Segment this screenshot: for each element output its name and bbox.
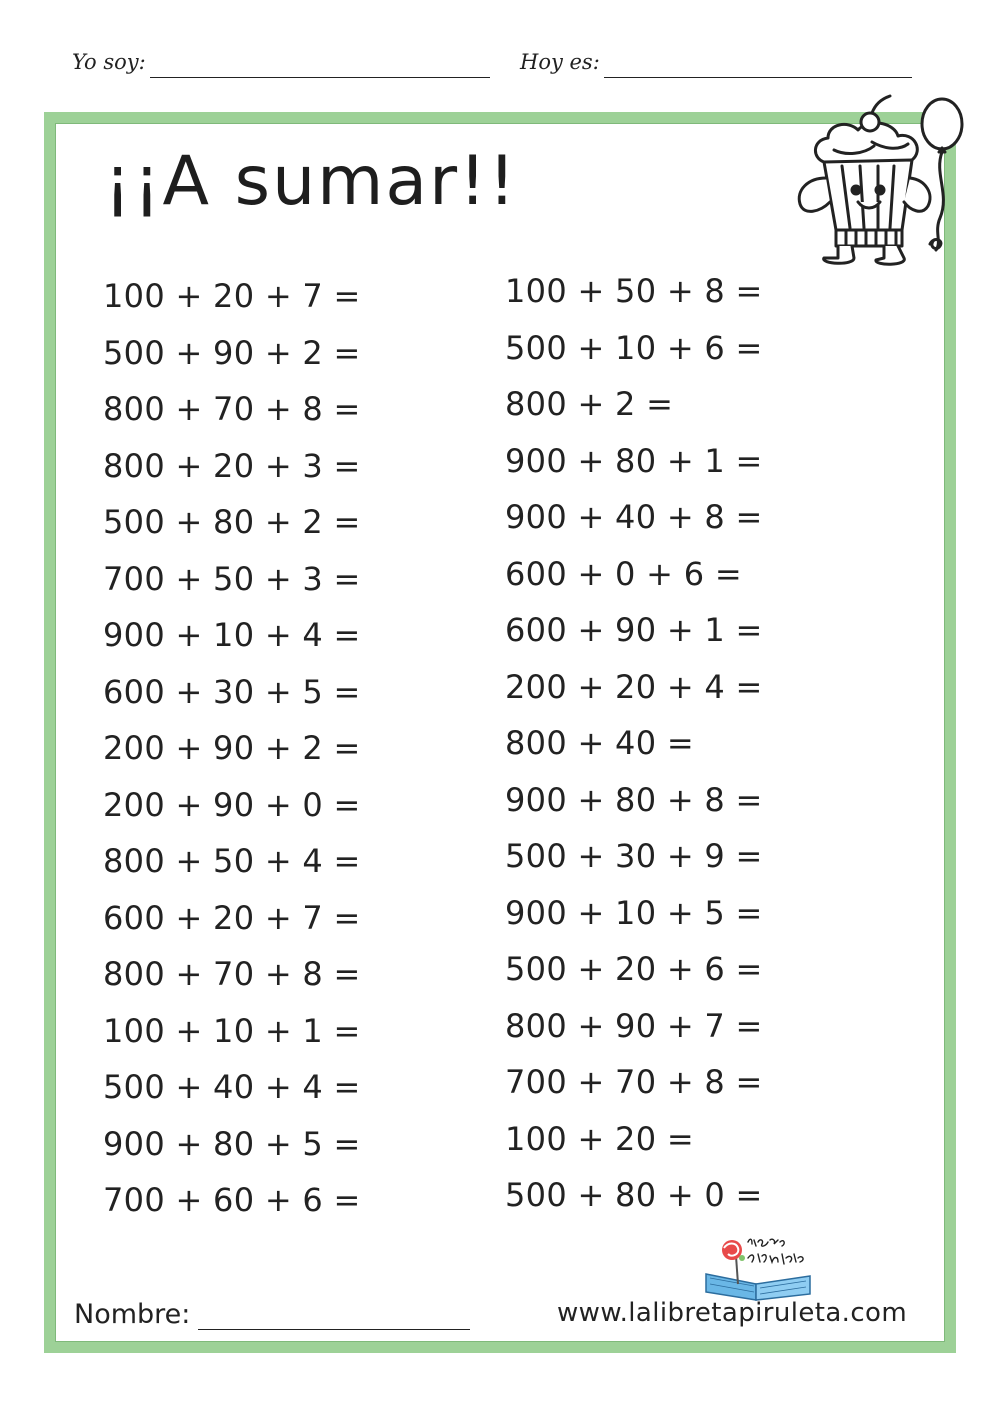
equation-right-13: 500 + 20 + 6 = — [505, 950, 763, 988]
equation-right-4: 900 + 80 + 1 = — [505, 441, 763, 480]
equation-left-16: 900 + 80 + 5 = — [103, 1124, 361, 1163]
equation-right-3: 800 + 2 = — [505, 385, 674, 423]
right-equation-column — [505, 263, 763, 1224]
equation-right-6: 600 + 0 + 6 = — [505, 554, 742, 593]
date-field-group — [520, 44, 912, 78]
libreta-piruleta-logo-icon — [700, 1234, 820, 1308]
equation-right-15: 700 + 70 + 8 = — [505, 1063, 763, 1101]
equation-right-16: 100 + 20 = — [505, 1119, 694, 1158]
equation-left-15: 500 + 40 + 4 = — [103, 1068, 361, 1106]
left-equation-column — [103, 268, 361, 1229]
nombre-field-group — [74, 1290, 470, 1330]
equation-left-4: 800 + 20 + 3 = — [103, 446, 361, 485]
equation-left-7: 900 + 10 + 4 = — [103, 616, 361, 654]
name-field-group — [72, 44, 490, 78]
equation-right-5: 900 + 40 + 8 = — [505, 498, 763, 536]
equation-left-1: 100 + 20 + 7 = — [103, 277, 361, 315]
website-url: www.lalibretapiruleta.com — [557, 1298, 908, 1328]
worksheet-title: ¡¡A sumar!! — [104, 142, 518, 221]
equation-right-1: 100 + 50 + 8 = — [505, 272, 763, 310]
date-field-line[interactable] — [604, 53, 912, 78]
equation-left-13: 800 + 70 + 8 = — [103, 955, 361, 993]
equation-left-2: 500 + 90 + 2 = — [103, 333, 361, 372]
equation-right-14: 800 + 90 + 7 = — [505, 1006, 763, 1045]
nombre-field-line[interactable] — [198, 1299, 470, 1330]
name-label: Yo soy: — [72, 50, 146, 74]
equation-right-8: 200 + 20 + 4 = — [505, 667, 763, 706]
cupcake-icon — [794, 94, 966, 274]
equation-left-12: 600 + 20 + 7 = — [103, 898, 361, 937]
name-field-line[interactable] — [150, 53, 490, 78]
equation-left-10: 200 + 90 + 0 = — [103, 785, 361, 824]
equation-right-7: 600 + 90 + 1 = — [505, 611, 763, 649]
equation-right-11: 500 + 30 + 9 = — [505, 837, 763, 875]
nombre-label: Nombre: — [74, 1299, 191, 1330]
equation-left-14: 100 + 10 + 1 = — [103, 1011, 361, 1050]
equation-left-5: 500 + 80 + 2 = — [103, 503, 361, 541]
equation-left-3: 800 + 70 + 8 = — [103, 390, 361, 428]
equation-right-10: 900 + 80 + 8 = — [505, 780, 763, 819]
equation-left-9: 200 + 90 + 2 = — [103, 729, 361, 767]
equation-right-2: 500 + 10 + 6 = — [505, 328, 763, 367]
equation-left-11: 800 + 50 + 4 = — [103, 842, 361, 880]
equation-right-17: 500 + 80 + 0 = — [505, 1176, 763, 1214]
equation-right-9: 800 + 40 = — [505, 724, 694, 762]
equation-left-17: 700 + 60 + 6 = — [103, 1181, 361, 1219]
equation-right-12: 900 + 10 + 5 = — [505, 893, 763, 932]
date-label: Hoy es: — [520, 50, 600, 74]
equation-left-6: 700 + 50 + 3 = — [103, 559, 361, 598]
equation-left-8: 600 + 30 + 5 = — [103, 672, 361, 711]
